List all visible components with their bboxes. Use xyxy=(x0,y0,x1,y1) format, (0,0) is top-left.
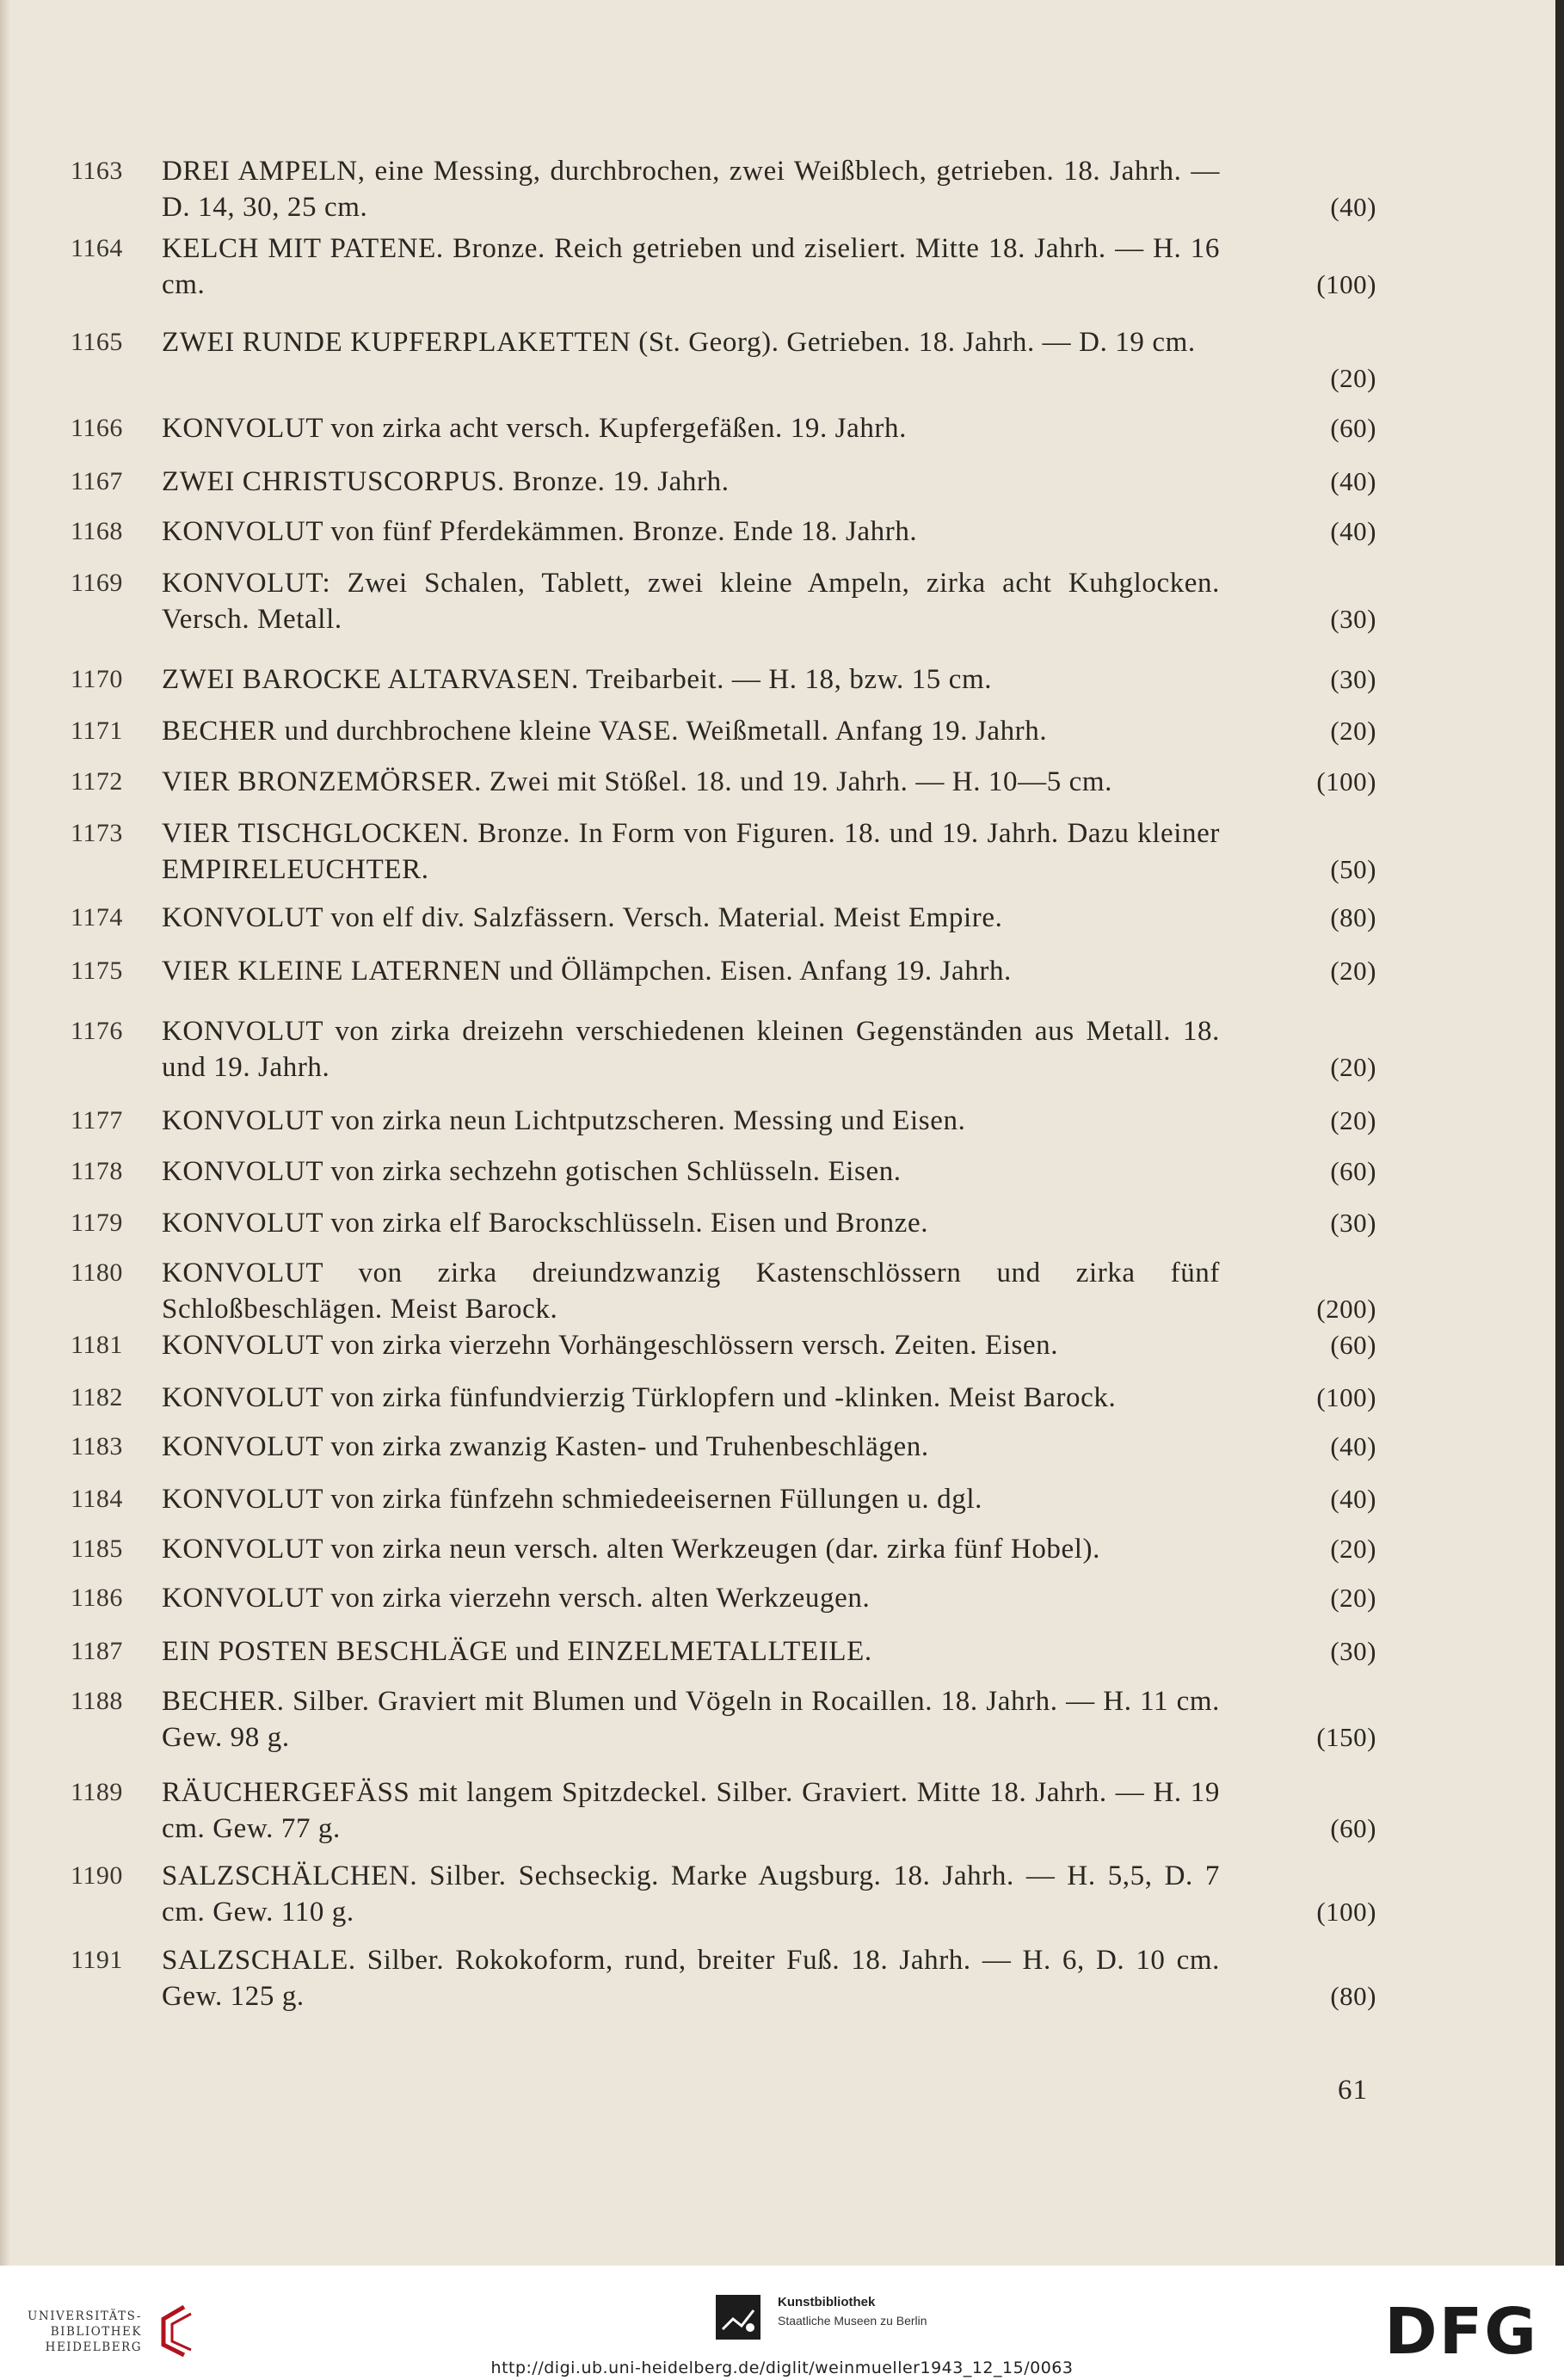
lot-description: KONVOLUT von zirka fünfundvierzig Türklopfern und -klinken. Meist Barock. xyxy=(162,1382,1117,1413)
page-number: 61 xyxy=(1338,2075,1368,2106)
lot-description: ZWEI BAROCKE ALTARVASEN. Treibarbeit. — H. 18, bzw. 15 cm. xyxy=(162,664,993,695)
lot-estimate: (40) xyxy=(1330,1431,1376,1461)
lot-number: 1184 xyxy=(71,1485,123,1513)
ub-logo-line: HEIDELBERG xyxy=(45,2340,142,2354)
lot-description: KONVOLUT von zirka zwanzig Kasten- und Truhenbeschlägen. xyxy=(162,1431,929,1462)
lot-estimate: (100) xyxy=(1316,1382,1376,1412)
viewer-footer xyxy=(0,2266,1564,2380)
lot-description: KONVOLUT von zirka dreizehn verschiedenen kleinen Gegenständen aus Metall. 18. und 19. Jahrh. xyxy=(162,1016,1220,1083)
lot-description: KONVOLUT von zirka fünfzehn schmiedeeisernen Füllungen u. dgl. xyxy=(162,1484,982,1515)
lot-estimate: (60) xyxy=(1330,1813,1376,1843)
lot-number: 1183 xyxy=(71,1432,123,1461)
lot-description: KONVOLUT von zirka neun versch. alten Werkzeugen (dar. zirka fünf Hobel). xyxy=(162,1534,1100,1565)
lot-description: KONVOLUT von zirka elf Barockschlüsseln. Eisen und Bronze. xyxy=(162,1208,929,1239)
lot-description: ZWEI RUNDE KUPFERPLAKETTEN (St. Georg). Getrieben. 18. Jahrh. — D. 19 cm. xyxy=(162,327,1196,358)
lot-estimate: (20) xyxy=(1330,363,1376,393)
lot-number: 1189 xyxy=(71,1778,123,1806)
lot-estimate: (30) xyxy=(1330,1208,1376,1238)
lot-estimate: (80) xyxy=(1330,902,1376,932)
lot-description: KONVOLUT von zirka dreiundzwanzig Kastenschlössern und zirka fünf Schloßbeschlägen. Meist Barock. xyxy=(162,1258,1220,1325)
lot-estimate: (60) xyxy=(1330,1156,1376,1186)
lot-estimate: (40) xyxy=(1330,1484,1376,1514)
lot-estimate: (100) xyxy=(1316,1897,1376,1927)
lot-description: KONVOLUT von zirka sechzehn gotischen Schlüsseln. Eisen. xyxy=(162,1156,902,1187)
lot-number: 1182 xyxy=(71,1383,123,1411)
lot-description: KONVOLUT von zirka vierzehn versch. alten Werkzeugen. xyxy=(162,1583,871,1614)
lot-number: 1188 xyxy=(71,1687,123,1715)
lot-estimate: (60) xyxy=(1330,1330,1376,1360)
lot-number: 1190 xyxy=(71,1861,123,1890)
lot-number: 1174 xyxy=(71,903,123,932)
lot-description: EIN POSTEN BESCHLÄGE und EINZELMETALLTEILE. xyxy=(162,1636,872,1667)
lot-estimate: (80) xyxy=(1330,1981,1376,2011)
lot-description: KONVOLUT: Zwei Schalen, Tablett, zwei kleine Ampeln, zirka acht Kuhglocken. Versch. Metall. xyxy=(162,568,1220,635)
lot-description: ZWEI CHRISTUSCORPUS. Bronze. 19. Jahrh. xyxy=(162,466,730,497)
lot-description: RÄUCHERGEFÄSS mit langem Spitzdeckel. Silber. Graviert. Mitte 18. Jahrh. — H. 19 cm. Gew. 77 g. xyxy=(162,1777,1220,1844)
lot-number: 1180 xyxy=(71,1258,123,1287)
lot-number: 1170 xyxy=(71,665,123,693)
lot-estimate: (40) xyxy=(1330,192,1376,222)
lot-number: 1165 xyxy=(71,328,123,356)
lot-number: 1176 xyxy=(71,1017,123,1045)
lot-estimate: (20) xyxy=(1330,956,1376,986)
lot-description: VIER KLEINE LATERNEN und Öllämpchen. Eisen. Anfang 19. Jahrh. xyxy=(162,956,1012,987)
lot-estimate: (40) xyxy=(1330,516,1376,546)
lot-description: KONVOLUT von zirka neun Lichtputzscheren. Messing und Eisen. xyxy=(162,1105,966,1136)
source-url-link[interactable]: http://digi.ub.uni-heidelberg.de/diglit/weinmueller1943_12_15/0063 xyxy=(490,2358,1074,2377)
lot-estimate: (200) xyxy=(1316,1294,1376,1324)
lot-number: 1191 xyxy=(71,1946,123,1974)
lot-number: 1175 xyxy=(71,956,123,985)
lot-description: KONVOLUT von elf div. Salzfässern. Versch. Material. Meist Empire. xyxy=(162,902,1003,933)
lot-description: KONVOLUT von fünf Pferdekämmen. Bronze. Ende 18. Jahrh. xyxy=(162,516,918,547)
lot-description: DREI AMPELN, eine Messing, durchbrochen, zwei Weißblech, getrieben. 18. Jahrh. — D. 14, 30, 25 cm. xyxy=(162,156,1220,223)
lot-estimate: (60) xyxy=(1330,413,1376,443)
lot-description: VIER BRONZEMÖRSER. Zwei mit Stößel. 18. und 19. Jahrh. — H. 10—5 cm. xyxy=(162,766,1113,797)
lot-number: 1166 xyxy=(71,414,123,442)
lot-number: 1171 xyxy=(71,716,123,745)
lot-estimate: (40) xyxy=(1330,466,1376,496)
lot-estimate: (100) xyxy=(1316,766,1376,796)
lot-number: 1167 xyxy=(71,467,123,495)
kunstbibliothek-subtitle: Staatliche Museen zu Berlin xyxy=(778,2314,927,2328)
lot-number: 1177 xyxy=(71,1106,123,1135)
lot-number: 1179 xyxy=(71,1208,123,1237)
lot-description: SALZSCHÄLCHEN. Silber. Sechseckig. Marke Augsburg. 18. Jahrh. — H. 5,5, D. 7 cm. Gew. 110 g. xyxy=(162,1860,1220,1928)
lot-description: BECHER. Silber. Graviert mit Blumen und Vögeln in Rocaillen. 18. Jahrh. — H. 11 cm. Gew. 98 g. xyxy=(162,1686,1220,1753)
lot-description: VIER TISCHGLOCKEN. Bronze. In Form von Figuren. 18. und 19. Jahrh. Dazu kleiner EMPIRELEUCHTER. xyxy=(162,818,1220,885)
lot-number: 1187 xyxy=(71,1637,123,1665)
kunstbibliothek-title: Kunstbibliothek xyxy=(778,2295,876,2309)
ub-heidelberg-mark-icon xyxy=(146,2300,200,2360)
lot-number: 1173 xyxy=(71,819,123,847)
lot-number: 1163 xyxy=(71,157,123,185)
lot-number: 1164 xyxy=(71,234,123,262)
lot-number: 1172 xyxy=(71,767,123,796)
lot-estimate: (20) xyxy=(1330,1534,1376,1564)
lot-estimate: (20) xyxy=(1330,1105,1376,1135)
lot-estimate: (20) xyxy=(1330,1052,1376,1082)
lot-description: BECHER und durchbrochene kleine VASE. Weißmetall. Anfang 19. Jahrh. xyxy=(162,716,1048,747)
lot-description: SALZSCHALE. Silber. Rokokoform, rund, breiter Fuß. 18. Jahrh. — H. 6, D. 10 cm. Gew. 125 g. xyxy=(162,1945,1220,2012)
lot-number: 1181 xyxy=(71,1331,123,1359)
dfg-logo[interactable]: DFG xyxy=(1384,2295,1538,2369)
ub-logo-line: BIBLIOTHEK xyxy=(50,2325,142,2339)
lot-estimate: (30) xyxy=(1330,604,1376,634)
lot-estimate: (50) xyxy=(1330,854,1376,884)
lot-number: 1185 xyxy=(71,1534,123,1563)
kunstbibliothek-mark-icon xyxy=(716,2295,760,2340)
lot-estimate: (30) xyxy=(1330,664,1376,694)
lot-estimate: (30) xyxy=(1330,1636,1376,1666)
lot-estimate: (150) xyxy=(1316,1722,1376,1752)
ub-logo-line: UNIVERSITÄTS- xyxy=(28,2309,142,2323)
lot-estimate: (20) xyxy=(1330,716,1376,746)
lot-estimate: (100) xyxy=(1316,269,1376,299)
lot-number: 1168 xyxy=(71,517,123,545)
lot-description: KONVOLUT von zirka vierzehn Vorhängeschlössern versch. Zeiten. Eisen. xyxy=(162,1330,1059,1361)
lot-description: KONVOLUT von zirka acht versch. Kupfergefäßen. 19. Jahrh. xyxy=(162,413,907,444)
lot-description: KELCH MIT PATENE. Bronze. Reich getrieben und ziseliert. Mitte 18. Jahrh. — H. 16 cm. xyxy=(162,233,1220,300)
lot-number: 1186 xyxy=(71,1584,123,1612)
lot-number: 1178 xyxy=(71,1157,123,1185)
lot-number: 1169 xyxy=(71,569,123,597)
lot-estimate: (20) xyxy=(1330,1583,1376,1613)
